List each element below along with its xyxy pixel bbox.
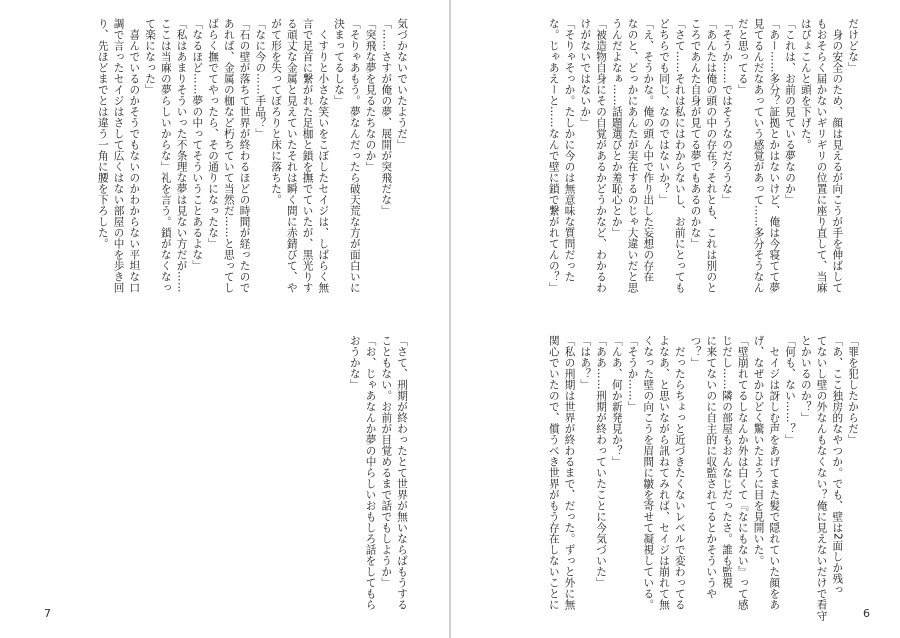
text-line: 「何も、ない……？」 xyxy=(784,335,796,445)
text-line: 言で足首に繋がれた足枷と鎖を撫でていたが、黒光りす xyxy=(301,18,314,293)
right-upper-text xyxy=(545,18,860,310)
text-line: もおそらく届かないギリギリの位置に座り直して、当麻 xyxy=(815,18,828,293)
text-line: はぴょこんと頭を下げた。 xyxy=(799,18,812,150)
text-line: くすりと小さな笑いをこぼしたセイジは、しばらく無 xyxy=(317,18,330,293)
text-line: 「なるほど……夢の中ってそういうことあるよな」 xyxy=(191,18,204,271)
text-line: 「これは、お前の見ている夢なのか」 xyxy=(784,18,796,205)
text-line: 「あんたは俺の頭の中の存在？それとも、これは別のと xyxy=(705,18,718,293)
page-number-left: 7 xyxy=(44,607,51,620)
text-line: 「私の刑期は世界が終わるまで、だった。ずっと外に無 xyxy=(563,335,576,610)
text-line: な。じゃあえーと……なんで壁に鎖で繋がれてんの？」 xyxy=(547,18,560,293)
text-line: けがないではないか」 xyxy=(579,18,592,128)
text-line: つ？」 xyxy=(689,335,702,368)
text-line: だと思ってる」 xyxy=(736,18,749,95)
text-line: ここは当麻の夢らしいからな」礼を言う。鎖がなくなっ xyxy=(159,18,172,293)
right-lower-text xyxy=(545,335,860,621)
text-line: 「そりゃそっか。たしかに今のは無意味な質問だった xyxy=(563,18,576,282)
text-line: 「さて、刑期が終わったとて世界が無いならばもうする xyxy=(396,335,408,610)
text-line: 「お、じゃあなんか夢の中らしいおもしろ話をしてもら xyxy=(364,335,377,610)
text-line: 「はあ？」 xyxy=(579,335,592,390)
text-line: 「え、そうかな。俺の頭ん中で作り出した妄想の存在 xyxy=(642,18,655,282)
text-line: よなあ、と思いながら訊ねてみれば、セイジは崩れて無 xyxy=(658,335,670,610)
text-line: ばらく撫でてやったら、その通りになったな」 xyxy=(207,18,219,249)
text-line: 決まってるしな」 xyxy=(333,18,345,106)
text-line: 関心でいたので、償うべき世界がもう存在しないことに xyxy=(547,335,560,610)
text-line: 「そりゃあもう。夢なんだったら破天荒な方が面白いに xyxy=(348,18,361,293)
text-line: ころであんた自身が見てる夢でもあるのかな」 xyxy=(689,18,702,249)
text-line: げ、なぜかひどく驚いたように目を見開いた。 xyxy=(752,335,765,566)
text-line: くなった壁の向こうを眉間に皺を寄せて凝視している。 xyxy=(642,335,655,610)
text-line: る頑丈な金属と見えていたそれは瞬く間に赤錆びて、や xyxy=(285,18,298,293)
text-line: 「あ、ここ独房的なやつか。でも、壁は2面しか残っ xyxy=(831,335,844,596)
text-line: うんだよなぁ……話題選びとか羞恥心とか」 xyxy=(610,18,623,238)
text-line: がて形を失ってぼろりと床に落ちた。 xyxy=(270,18,282,205)
text-line: 「そうか……ではそうなのだろうな」 xyxy=(721,18,733,205)
text-line: セイジは訝しむ声をあげてまた髪で隠れていた顔をあ xyxy=(768,335,781,610)
text-line: り、先ほどまでとは違う一角に腰を下ろした。 xyxy=(96,18,109,249)
text-line: だったらちょっと近づきたくないレベルで変わってる xyxy=(673,335,686,610)
text-line: 調で言ったセイジはさして広くはない部屋の中を歩き回 xyxy=(112,18,125,293)
text-line: 身の安全のため、顔は見えるが向こうが手を伸ばして xyxy=(831,18,844,293)
text-line: 喜んでいるのかそうでもないのかわからない平坦な口 xyxy=(128,18,141,293)
page-number-right: 6 xyxy=(863,607,870,620)
text-line: おうかな」 xyxy=(348,335,361,390)
text-line: 見てるんだなあっていう感覚があって……多分そうなん xyxy=(752,18,765,293)
text-line: なのと、どっかにあんたが実在するのじゃ大違いだと思 xyxy=(626,18,639,293)
right-page xyxy=(451,0,900,638)
text-line: 「なに今の……手品？」 xyxy=(254,18,267,139)
text-line: 「ああ……刑期が終わっていたことに今気づいた」 xyxy=(595,335,607,588)
text-line: 「罪を犯したからだ」 xyxy=(847,335,859,445)
text-line: て楽になった」 xyxy=(144,18,156,95)
text-line: こともない。お前が目覚めるまで話でもしようか」 xyxy=(380,335,393,588)
text-line: 「突飛な夢を見るたちなのか」 xyxy=(364,18,377,172)
text-line: 「……さすが俺の夢、展開が突飛だな」 xyxy=(380,18,393,216)
left-page xyxy=(0,0,449,638)
text-line: 「私はあまりそういった不条理な夢は見ない方だが…… xyxy=(175,18,188,293)
text-line: 「壁崩れてるしなんか外は白くて『なにもない』って感 xyxy=(736,335,749,610)
text-line: 「そうか……」 xyxy=(626,335,639,412)
text-line: どちらでも同じ、なのではないか？」 xyxy=(658,18,670,205)
text-line: 気づかないでいたようだ」 xyxy=(396,18,408,150)
text-line: 「あー……多分？証拠とかはないけど、俺は今寝てて夢 xyxy=(768,18,781,293)
text-line: に来てないのに自主的に収監されてるとかそういうや xyxy=(705,335,718,599)
text-line: 「被造物自身にその自覚があるかどうかなど、わかるわ xyxy=(595,18,607,293)
text-line: だけどな」 xyxy=(847,18,859,73)
text-line: あれば、金属の枷など朽ちていて当然だ……と思ってし xyxy=(222,18,235,293)
text-line: 「さて……それは私にはわからないし、お前にとっても xyxy=(673,18,686,293)
left-upper-text xyxy=(94,18,409,310)
text-line: 「んあ、何か新発見か？」 xyxy=(610,335,623,467)
text-line: とかいるのか？」 xyxy=(799,335,812,423)
text-line: てないし壁の外なんもなくない？俺に見えないだけで看守 xyxy=(815,335,828,621)
text-line: 「石の壁が落ちて世界が終わるほどの時間が経ったので xyxy=(238,18,251,293)
left-lower-text xyxy=(346,335,409,615)
text-line: じだし……隣の部屋もおんなじだったさ。誰も監視 xyxy=(721,335,733,588)
